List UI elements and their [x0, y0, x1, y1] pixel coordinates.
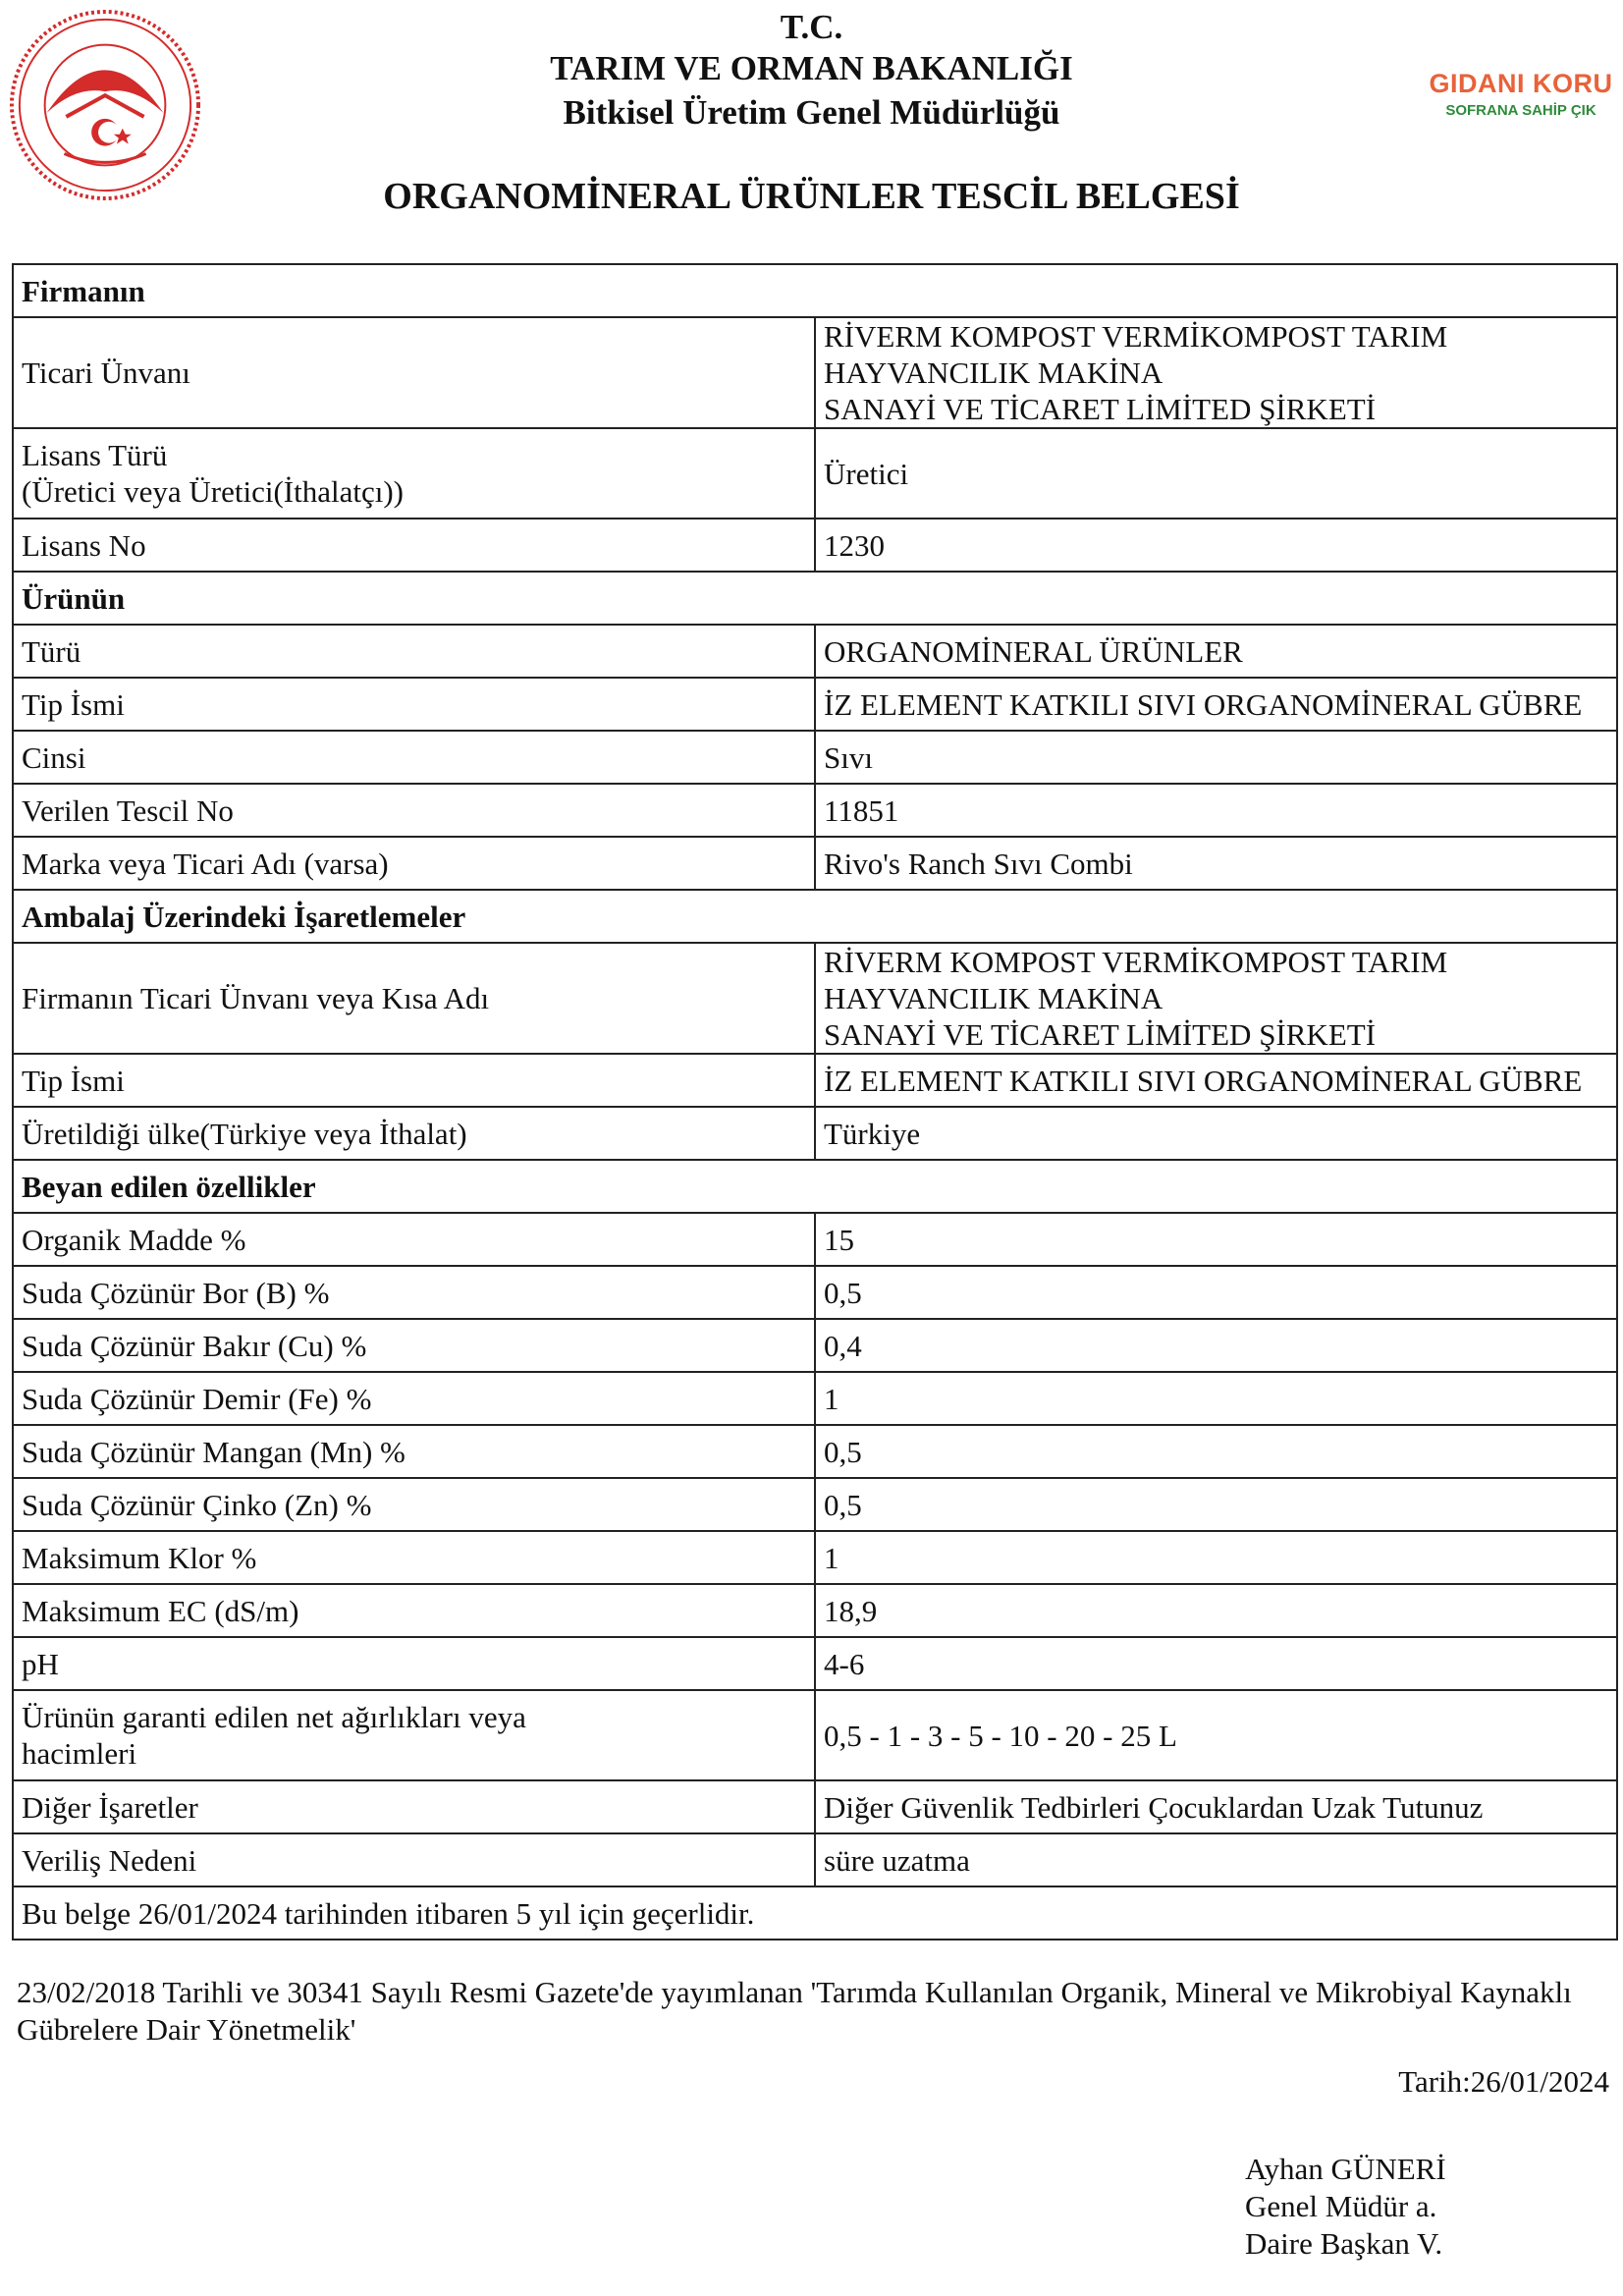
value-cinsi: Sıvı — [815, 731, 1617, 784]
label-diger: Diğer İşaretler — [13, 1780, 815, 1833]
value-ec: 18,9 — [815, 1584, 1617, 1637]
value-kisa-adi — [815, 943, 1617, 1054]
table-row — [13, 1833, 1617, 1886]
label-tip-ismi-ambalaj: Tip İsmi — [13, 1054, 815, 1107]
table-row — [13, 837, 1617, 890]
label-cinsi: Cinsi — [13, 731, 815, 784]
brand-tagline: SOFRANA SAHİP ÇIK — [1445, 102, 1596, 119]
label-ticari-unvan: Ticari Ünvanı — [13, 317, 815, 428]
value-bakir: 0,4 — [815, 1319, 1617, 1372]
signature-block — [1245, 2151, 1446, 2263]
label-line: Ürünün garanti edilen net ağırlıkları veya — [22, 1700, 526, 1734]
table-row — [13, 1886, 1617, 1940]
table-row — [13, 1584, 1617, 1637]
value-ticari-unvan — [815, 317, 1617, 428]
value-tip-ismi: İZ ELEMENT KATKILI SIVI ORGANOMİNERAL GÜBRE — [815, 678, 1617, 731]
label-line: hacimleri — [22, 1736, 137, 1771]
document-date: Tarih:26/01/2024 — [1398, 2064, 1609, 2099]
label-mangan: Suda Çözünür Mangan (Mn) % — [13, 1425, 815, 1478]
header-directorate: Bitkisel Üretim Genel Müdürlüğü — [563, 93, 1060, 132]
section-header-firma: Firmanın — [13, 264, 1617, 317]
section-row-urun — [13, 572, 1617, 625]
value-demir: 1 — [815, 1372, 1617, 1425]
value-line: SANAYİ VE TİCARET LİMİTED ŞİRKETİ — [824, 392, 1377, 426]
value-organik-madde: 15 — [815, 1213, 1617, 1266]
label-ulke: Üretildiği ülke(Türkiye veya İthalat) — [13, 1107, 815, 1160]
table-row — [13, 1319, 1617, 1372]
label-demir: Suda Çözünür Demir (Fe) % — [13, 1372, 815, 1425]
label-cinko: Suda Çözünür Çinko (Zn) % — [13, 1478, 815, 1531]
label-kisa-adi: Firmanın Ticari Ünvanı veya Kısa Adı — [13, 943, 815, 1054]
section-row-beyan — [13, 1160, 1617, 1213]
table-row — [13, 428, 1617, 519]
label-organik-madde: Organik Madde % — [13, 1213, 815, 1266]
table-row — [13, 625, 1617, 678]
value-lisans-turu: Üretici — [815, 428, 1617, 519]
header-line-1: T.C. — [780, 8, 843, 46]
value-bor: 0,5 — [815, 1266, 1617, 1319]
validity-note: Bu belge 26/01/2024 tarihinden itibaren 5 yıl için geçerlidir. — [13, 1886, 1617, 1940]
brand-name: GIDANI KORU — [1429, 69, 1613, 98]
label-lisans-turu — [13, 428, 815, 519]
value-ulke: Türkiye — [815, 1107, 1617, 1160]
table-row — [13, 731, 1617, 784]
table-row — [13, 1054, 1617, 1107]
section-header-ambalaj: Ambalaj Üzerindeki İşaretlemeler — [13, 890, 1617, 943]
table-row — [13, 784, 1617, 837]
label-tip-ismi: Tip İsmi — [13, 678, 815, 731]
label-net-agirlik — [13, 1690, 815, 1780]
table-row — [13, 317, 1617, 428]
value-diger: Diğer Güvenlik Tedbirleri Çocuklardan Uzak Tutunuz — [815, 1780, 1617, 1833]
section-header-beyan: Beyan edilen özellikler — [13, 1160, 1617, 1213]
table-row — [13, 1425, 1617, 1478]
label-klor: Maksimum Klor % — [13, 1531, 815, 1584]
label-lisans-no: Lisans No — [13, 519, 815, 572]
value-mangan: 0,5 — [815, 1425, 1617, 1478]
label-ph: pH — [13, 1637, 815, 1690]
label-bakir: Suda Çözünür Bakır (Cu) % — [13, 1319, 815, 1372]
table-row — [13, 1213, 1617, 1266]
document-title: ORGANOMİNERAL ÜRÜNLER TESCİL BELGESİ — [383, 176, 1240, 217]
signer-title-1: Genel Müdür a. — [1245, 2189, 1437, 2223]
value-marka: Rivo's Ranch Sıvı Combi — [815, 837, 1617, 890]
table-row — [13, 1372, 1617, 1425]
header-ministry: TARIM VE ORMAN BAKANLIĞI — [550, 49, 1073, 87]
label-bor: Suda Çözünür Bor (B) % — [13, 1266, 815, 1319]
table-row — [13, 1478, 1617, 1531]
value-tip-ismi-ambalaj: İZ ELEMENT KATKILI SIVI ORGANOMİNERAL GÜBRE — [815, 1054, 1617, 1107]
table-row — [13, 1531, 1617, 1584]
label-tescil-no: Verilen Tescil No — [13, 784, 815, 837]
section-row-ambalaj — [13, 890, 1617, 943]
table-row — [13, 943, 1617, 1054]
table-row — [13, 1107, 1617, 1160]
regulation-reference: 23/02/2018 Tarihli ve 30341 Sayılı Resmi Gazete'de yayımlanan 'Tarımda Kullanılan Organik, Mineral ve Mikrobiyal Kaynaklı Gübrelere Dair Yönetmelik' — [17, 1975, 1572, 2047]
section-row-firma — [13, 264, 1617, 317]
value-tescil-no: 11851 — [815, 784, 1617, 837]
certificate-table — [12, 263, 1618, 1941]
value-line: RİVERM KOMPOST VERMİKOMPOST TARIM HAYVANCILIK MAKİNA — [824, 319, 1448, 390]
table-row — [13, 1266, 1617, 1319]
label-turu: Türü — [13, 625, 815, 678]
label-verilis: Veriliş Nedeni — [13, 1833, 815, 1886]
value-lisans-no: 1230 — [815, 519, 1617, 572]
table-row — [13, 1780, 1617, 1833]
value-net-agirlik: 0,5 - 1 - 3 - 5 - 10 - 20 - 25 L — [815, 1690, 1617, 1780]
value-turu: ORGANOMİNERAL ÜRÜNLER — [815, 625, 1617, 678]
label-line: Lisans Türü — [22, 438, 168, 472]
value-line: RİVERM KOMPOST VERMİKOMPOST TARIM HAYVANCILIK MAKİNA — [824, 945, 1448, 1015]
value-cinko: 0,5 — [815, 1478, 1617, 1531]
value-verilis: süre uzatma — [815, 1833, 1617, 1886]
value-line: SANAYİ VE TİCARET LİMİTED ŞİRKETİ — [824, 1017, 1377, 1052]
value-ph: 4-6 — [815, 1637, 1617, 1690]
table-row — [13, 1690, 1617, 1780]
table-row — [13, 678, 1617, 731]
table-row — [13, 1637, 1617, 1690]
section-header-urun: Ürünün — [13, 572, 1617, 625]
label-ec: Maksimum EC (dS/m) — [13, 1584, 815, 1637]
label-marka: Marka veya Ticari Adı (varsa) — [13, 837, 815, 890]
value-klor: 1 — [815, 1531, 1617, 1584]
signer-title-2: Daire Başkan V. — [1245, 2226, 1443, 2261]
table-row — [13, 519, 1617, 572]
signer-name: Ayhan GÜNERİ — [1245, 2152, 1446, 2186]
label-line: (Üretici veya Üretici(İthalatçı)) — [22, 474, 404, 509]
